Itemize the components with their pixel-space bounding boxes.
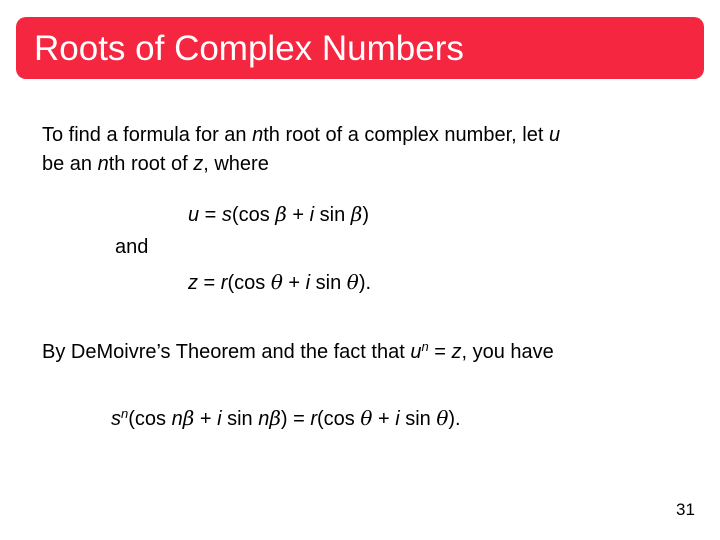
intro-line-2: be an nth root of z, where xyxy=(42,153,269,175)
and-word: and xyxy=(115,236,149,258)
equation-z: z = r(cos θ + i sin θ). xyxy=(188,270,372,294)
equation-u: u = s(cos β + i sin β) xyxy=(188,202,369,226)
slide-title: Roots of Complex Numbers xyxy=(34,29,464,68)
demoivre-line: By DeMoivre’s Theorem and the fact that $u^n = z$, you have xyxy=(42,339,554,363)
page-number: 31 xyxy=(676,500,695,519)
title-bar xyxy=(16,17,704,79)
intro-line-1: To find a formula for an nth root of a complex number, let u xyxy=(42,124,561,146)
equation-result: $s^n(\cos$ nβ + i sin nβ) = r(cos θ + i sin θ). xyxy=(111,406,461,430)
